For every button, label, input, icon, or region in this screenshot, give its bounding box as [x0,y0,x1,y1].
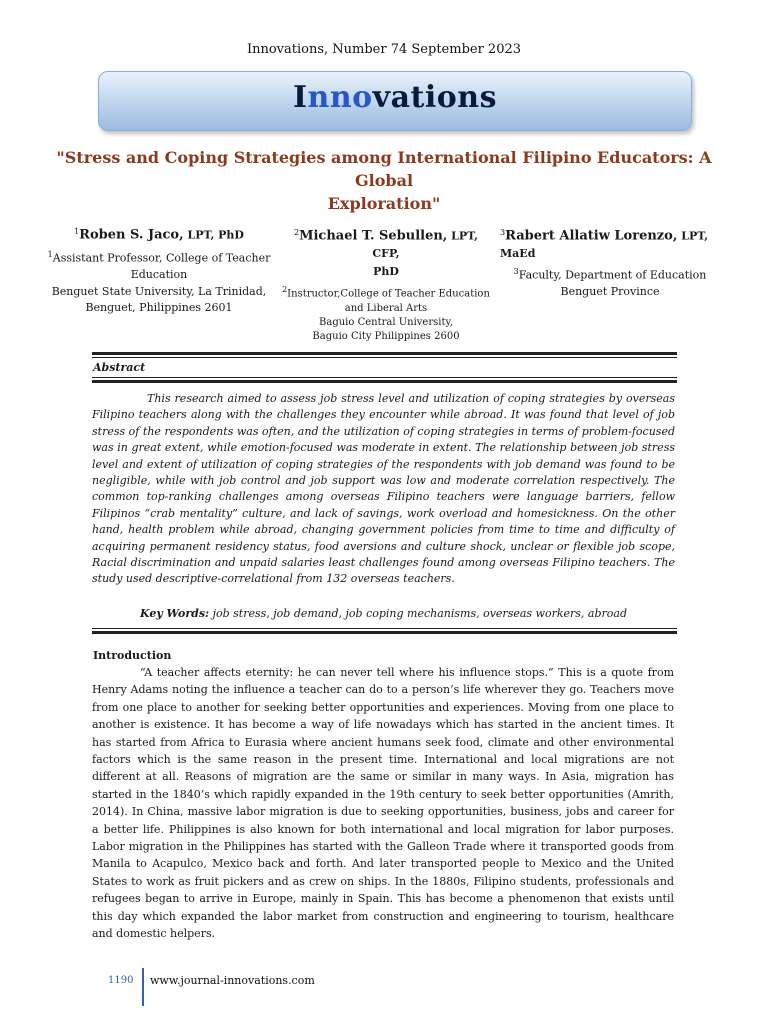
author-block-1 [44,224,274,317]
keywords-text: job stress, job demand, job coping mechanisms, overseas workers, abroad [209,607,627,620]
author-2-affiliation-line-1: Instructor,College of Teacher Education and Liberal Arts [287,288,490,314]
author-3-number: 3 [500,228,506,237]
keywords-label: Key Words: [140,607,210,620]
abstract-heading-rule-thick [92,380,677,383]
abstract-top-rule-thin [92,357,677,358]
paper-title [40,146,728,215]
page-number: 1190 [108,975,134,986]
author-3-credentials: LPT, [677,229,709,243]
author-1-affiliation-line-3: Benguet, Philippines 2601 [85,301,233,315]
logo-part-3: vations [372,80,498,115]
logo-part-1: I [292,80,308,115]
introduction-text: “A teacher affects eternity: he can never tell where his influence stops.” This is a quote from Henry Adams noting the influence a teacher can do to a person’s life wherever they go. Teachers move from one place to another for seeking better opportunities and experiences. Moving from one place to another is existence. It has become a way of life nowadays which has started in the ancient times. It has started from Africa to Eurasia where ancient humans seek food, climate and other environmental factors which is the same reason in the present time. International and local migrations are not different at all. Reasons of migration are the same or similar in many ways. In Asia, migration has started in the 1840’s which rapidly expanded in the 19th century to seek better opportunities (Amrith, 2014). In China, massive labor migration is due to seeking opportunities, business, jobs and career for a better life. Philippines is also known for both international and local migration for labor purposes. Labor migration in the Philippines has started with the Galleon Trade where it transported goods from Manila to Acapulco, Mexico back and forth. And later transported people to Mexico and the United States to work as fruit pickers and as crew on ships. In the 1880s, Filipino students, professionals and refugees began to arrive in Europe, mainly in Spain. This has become a phenomenon that exists until this day which expanded the labor market from construction and engineering to tourism, healthcare and domestic helpers. [92,666,674,941]
footer-divider [142,968,144,1006]
author-1-affiliation-line-2: Benguet State University, La Trinidad, [51,284,267,298]
journal-banner [98,71,692,131]
journal-website-link[interactable]: www.journal-innovations.com [150,974,315,987]
author-2-credentials: LPT, CFP, [372,229,478,261]
keywords-rule-thick [92,631,677,634]
introduction-heading: Introduction [93,649,172,662]
author-2-affiliation-line-3: Baguio City Philippines 2600 [312,330,460,342]
author-2-name: Michael T. Sebullen, [299,228,448,244]
author-2-affiliation-line-2: Baguio Central University, [319,316,453,328]
author-1-affiliation-line-1: Assistant Professor, College of Teacher Education [52,251,271,282]
abstract-text: This research aimed to assess job stress level and utilization of coping strategies by overseas Filipino teachers along with the challenges they encounter while abroad. It was found that level of job stress of the respondents was often, and the utilization of coping strategies in terms of problem-focused was in great extent, while emotion-focused was moderate in extent. The relationship between job stress level and extent of utilization of coping strategies of the respondents with job demand was found to be negligible, while with job control and job support was low and moderate correlation respectively. The common top-ranking challenges among overseas Filipino teachers were language barriers, fellow Filipinos “crab mentality” culture, and lack of savings, work overload and homesickness. On the other hand, health problem while abroad, changing government policies from time to time and difficulty of acquiring permanent residency status, food aversions and culture shock, unclear or flexible job scope, Racial discrimination and unpaid salaries least challenges found among overseas Filipino teachers. The study used descriptive-correlational from 132 overseas teachers. [92,392,675,586]
abstract-top-rule-thick [92,352,677,355]
abstract-heading: Abstract [93,361,146,374]
keywords [92,607,675,620]
author-3-affiliation-line-1: Faculty, Department of Education [518,268,707,282]
logo-part-2: nno [307,80,373,115]
author-3-aff-number: 3 [513,266,519,276]
author-block-2 [282,224,490,344]
running-header: Innovations, Number 74 September 2023 [246,42,522,57]
author-2-number: 2 [294,228,300,237]
abstract-heading-rule-thin [92,377,677,378]
author-3-affiliation-line-2: Benguet Province [560,284,660,298]
keywords-rule-thin [92,628,677,629]
author-1-credentials: LPT, PhD [183,228,244,242]
journal-logo [99,80,691,115]
author-2-aff-number: 2 [282,285,288,295]
author-3-credentials-line-2: MaEd [500,246,536,260]
author-1-name: Roben S. Jaco, [79,227,184,243]
author-1-number: 1 [74,227,80,236]
author-1-aff-number: 1 [47,250,53,260]
author-block-3 [500,224,720,300]
paper-title-line-1: "Stress and Coping Strategies among International Filipino Educators: A Global [56,148,712,190]
author-3-name: Rabert Allatiw Lorenzo, [505,228,678,244]
paper-title-line-2: Exploration" [327,194,441,213]
author-2-credentials-line-2: PhD [373,265,399,279]
